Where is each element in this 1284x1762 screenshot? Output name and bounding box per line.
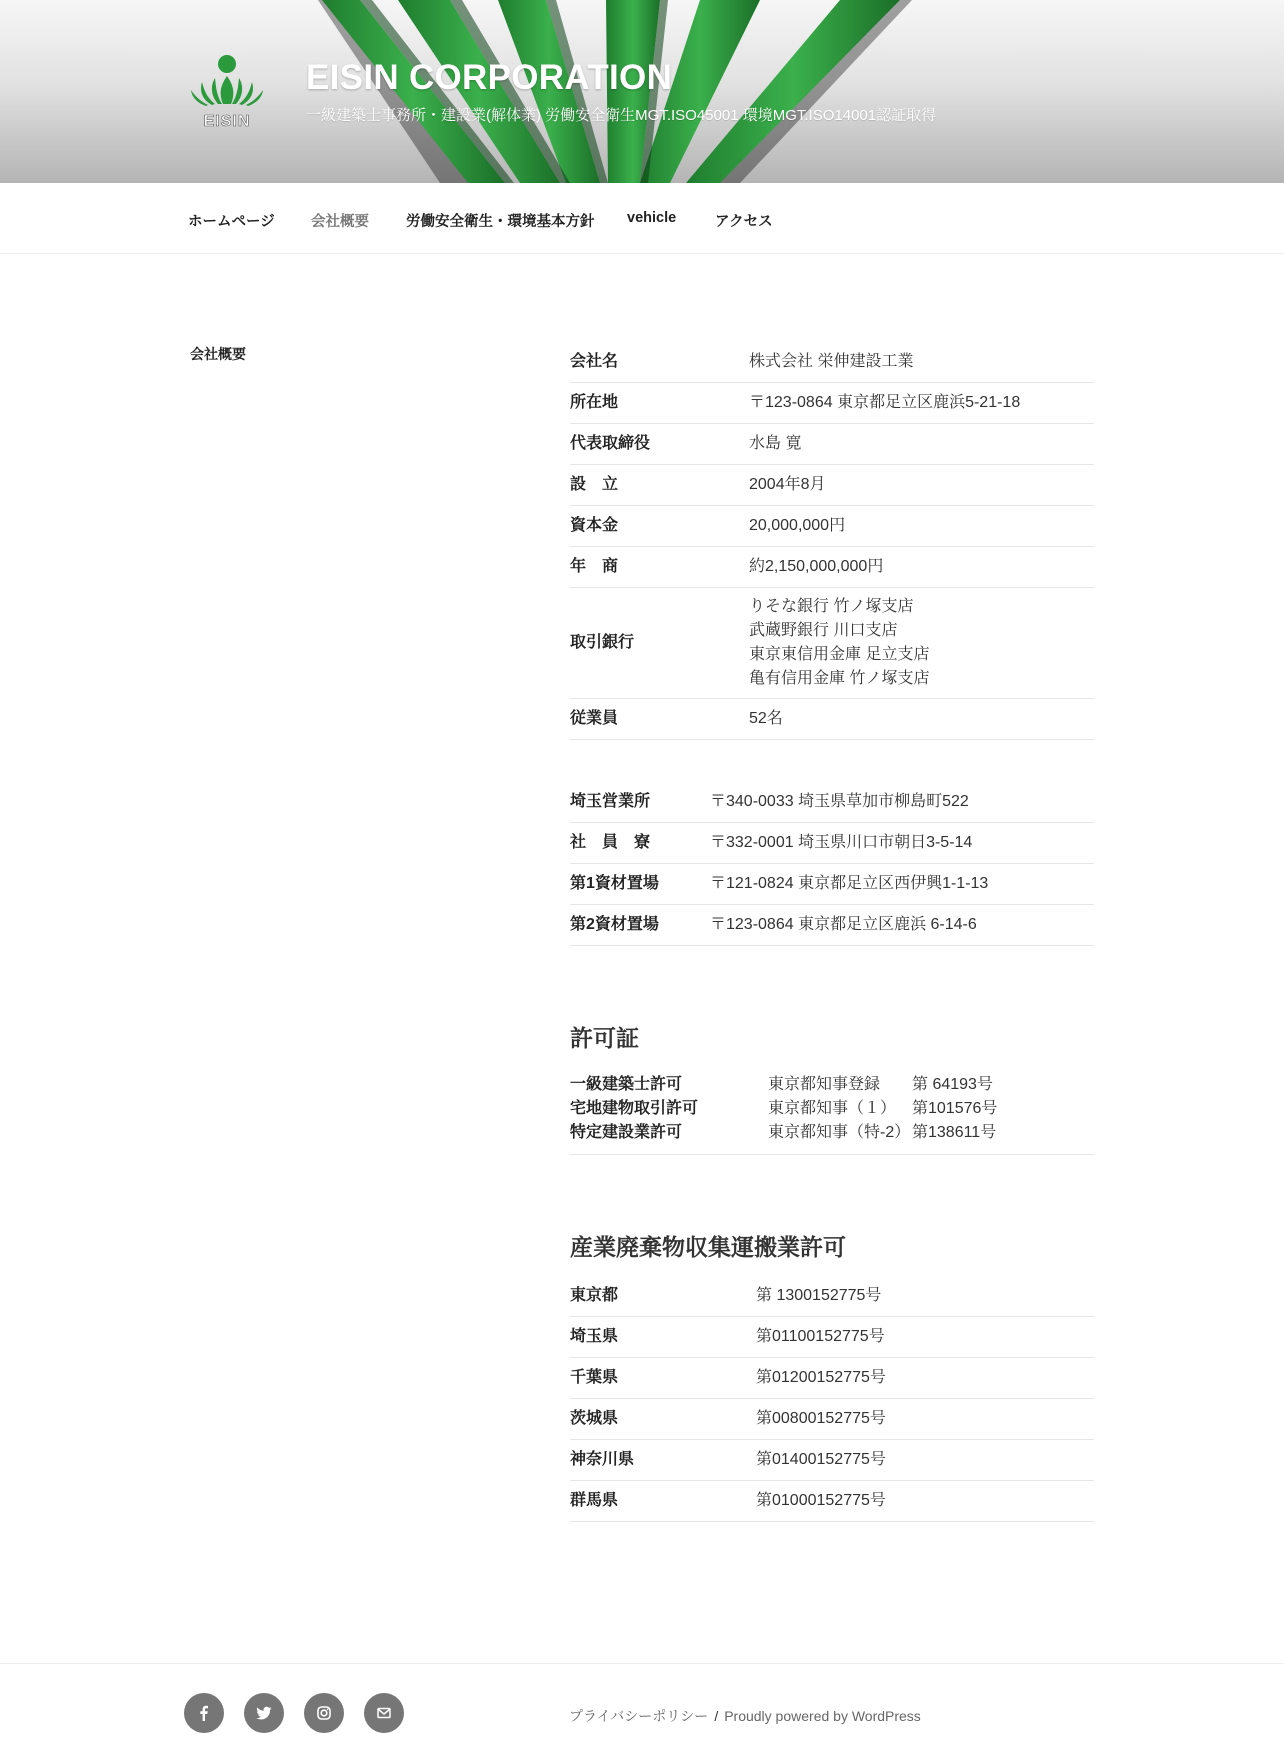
row-label: 資本金 bbox=[570, 506, 749, 547]
site-header bbox=[0, 0, 1284, 183]
company-info-table bbox=[570, 342, 1094, 740]
row-label: 第1資材置場 bbox=[570, 864, 710, 905]
table-row bbox=[570, 823, 1094, 864]
powered-by-wordpress-link[interactable]: Proudly powered by WordPress bbox=[724, 1708, 921, 1724]
row-label: 従業員 bbox=[570, 699, 749, 740]
email-link[interactable] bbox=[364, 1693, 404, 1733]
row-label: 第2資材置場 bbox=[570, 905, 710, 946]
privacy-policy-link[interactable]: プライバシーポリシー bbox=[569, 1708, 709, 1724]
row-value: 2004年8月 bbox=[749, 465, 1094, 506]
permit-authority: 東京都知事登録 bbox=[768, 1076, 881, 1093]
permit-number: 第 64193号 bbox=[912, 1076, 993, 1093]
table-row bbox=[570, 1440, 1094, 1481]
permit-authority: 東京都知事（特-2） bbox=[768, 1124, 911, 1141]
row-label: 取引銀行 bbox=[570, 588, 749, 699]
row-value: 株式会社 栄伸建設工業 bbox=[749, 342, 1094, 383]
permit-label: 特定建設業許可 bbox=[570, 1124, 683, 1141]
row-value: 第01100152775号 bbox=[756, 1317, 1094, 1358]
table-row bbox=[570, 699, 1094, 740]
table-row bbox=[570, 465, 1094, 506]
table-row bbox=[570, 383, 1094, 424]
table-row bbox=[570, 782, 1094, 823]
row-label: 東京都 bbox=[570, 1276, 756, 1317]
table-row bbox=[570, 905, 1094, 946]
row-value: 第01000152775号 bbox=[756, 1481, 1094, 1522]
row-label: 埼玉県 bbox=[570, 1317, 756, 1358]
instagram-link[interactable] bbox=[304, 1693, 344, 1733]
table-row bbox=[570, 506, 1094, 547]
row-value: 〒121-0824 東京都足立区西伊興1-1-13 bbox=[710, 864, 1094, 905]
instagram-icon bbox=[316, 1705, 332, 1721]
table-row bbox=[570, 342, 1094, 383]
footer-links bbox=[569, 1706, 921, 1726]
permits-heading: 許可証 bbox=[570, 1025, 639, 1051]
page-title: 会社概要 bbox=[190, 346, 246, 362]
table-row bbox=[570, 864, 1094, 905]
footer-separator: / bbox=[714, 1708, 719, 1724]
nav-item-access[interactable]: アクセス bbox=[715, 214, 773, 230]
table-row bbox=[570, 1399, 1094, 1440]
row-value: 第01200152775号 bbox=[756, 1358, 1094, 1399]
email-icon bbox=[376, 1705, 392, 1721]
permit-row bbox=[570, 1073, 1094, 1097]
locations-table bbox=[570, 782, 1094, 946]
row-label: 群馬県 bbox=[570, 1481, 756, 1522]
row-value: 〒123-0864 東京都足立区鹿浜 6-14-6 bbox=[710, 905, 1094, 946]
table-row bbox=[570, 1358, 1094, 1399]
table-row bbox=[570, 424, 1094, 465]
row-label: 所在地 bbox=[570, 383, 749, 424]
row-label: 千葉県 bbox=[570, 1358, 756, 1399]
permit-row bbox=[570, 1097, 1094, 1121]
row-value: 〒332-0001 埼玉県川口市朝日3-5-14 bbox=[710, 823, 1094, 864]
row-label: 神奈川県 bbox=[570, 1440, 756, 1481]
permit-authority: 東京都知事（１） bbox=[768, 1100, 897, 1117]
facebook-link[interactable] bbox=[184, 1693, 224, 1733]
row-value: 〒340-0033 埼玉県草加市柳島町522 bbox=[710, 782, 1094, 823]
permit-label: 一級建築士許可 bbox=[570, 1076, 683, 1093]
row-value: 第00800152775号 bbox=[756, 1399, 1094, 1440]
bank-name: 亀有信用金庫 竹ノ塚支店 bbox=[749, 670, 930, 687]
main-navigation bbox=[0, 183, 1284, 254]
table-row bbox=[570, 547, 1094, 588]
permit-number: 第101576号 bbox=[912, 1100, 998, 1117]
bank-name: 武蔵野銀行 川口支店 bbox=[749, 622, 898, 639]
bank-name: りそな銀行 竹ノ塚支店 bbox=[749, 598, 914, 615]
row-label: 茨城県 bbox=[570, 1399, 756, 1440]
table-row bbox=[570, 1276, 1094, 1317]
row-value: 第01400152775号 bbox=[756, 1440, 1094, 1481]
bank-list bbox=[749, 588, 1094, 699]
waste-permit-table bbox=[570, 1276, 1094, 1522]
row-value: 〒123-0864 東京都足立区鹿浜5-21-18 bbox=[749, 383, 1094, 424]
row-label: 代表取締役 bbox=[570, 424, 749, 465]
row-value: 水島 寛 bbox=[749, 424, 1094, 465]
permits-list bbox=[570, 1073, 1094, 1155]
row-value: 第 1300152775号 bbox=[756, 1276, 1094, 1317]
table-row bbox=[570, 1481, 1094, 1522]
site-title[interactable]: EISIN CORPORATION bbox=[306, 58, 673, 97]
table-row bbox=[570, 1317, 1094, 1358]
waste-permit-heading: 産業廃棄物収集運搬業許可 bbox=[570, 1234, 846, 1260]
table-row bbox=[570, 588, 1094, 699]
site-description: 一級建築士事務所・建設業(解体業) 労働安全衛生MGT.ISO45001 環境MGT.ISO14001認証取得 bbox=[306, 107, 937, 124]
eisin-logo[interactable] bbox=[186, 52, 268, 130]
nav-item-safety-environment-policy[interactable]: 労働安全衛生・環境基本方針 bbox=[406, 214, 595, 230]
twitter-link[interactable] bbox=[244, 1693, 284, 1733]
nav-item-vehicle[interactable]: vehicle bbox=[627, 210, 677, 226]
facebook-icon bbox=[196, 1705, 212, 1721]
row-label: 年 商 bbox=[570, 547, 749, 588]
row-value: 約2,150,000,000円 bbox=[749, 547, 1094, 588]
permit-label: 宅地建物取引許可 bbox=[570, 1100, 699, 1117]
twitter-icon bbox=[256, 1705, 272, 1721]
row-label: 設 立 bbox=[570, 465, 749, 506]
row-value: 52名 bbox=[749, 699, 1094, 740]
bank-name: 東京東信用金庫 足立支店 bbox=[749, 646, 930, 663]
permit-row bbox=[570, 1121, 1094, 1145]
row-label: 社 員 寮 bbox=[570, 823, 710, 864]
nav-item-home[interactable]: ホームページ bbox=[188, 214, 275, 230]
permit-number: 第138611号 bbox=[912, 1124, 997, 1141]
svg-text:EISIN: EISIN bbox=[203, 113, 251, 130]
nav-item-company-overview[interactable]: 会社概要 bbox=[311, 214, 369, 230]
site-footer bbox=[0, 1663, 1284, 1762]
row-label: 埼玉営業所 bbox=[570, 782, 710, 823]
row-value: 20,000,000円 bbox=[749, 506, 1094, 547]
row-label: 会社名 bbox=[570, 342, 749, 383]
